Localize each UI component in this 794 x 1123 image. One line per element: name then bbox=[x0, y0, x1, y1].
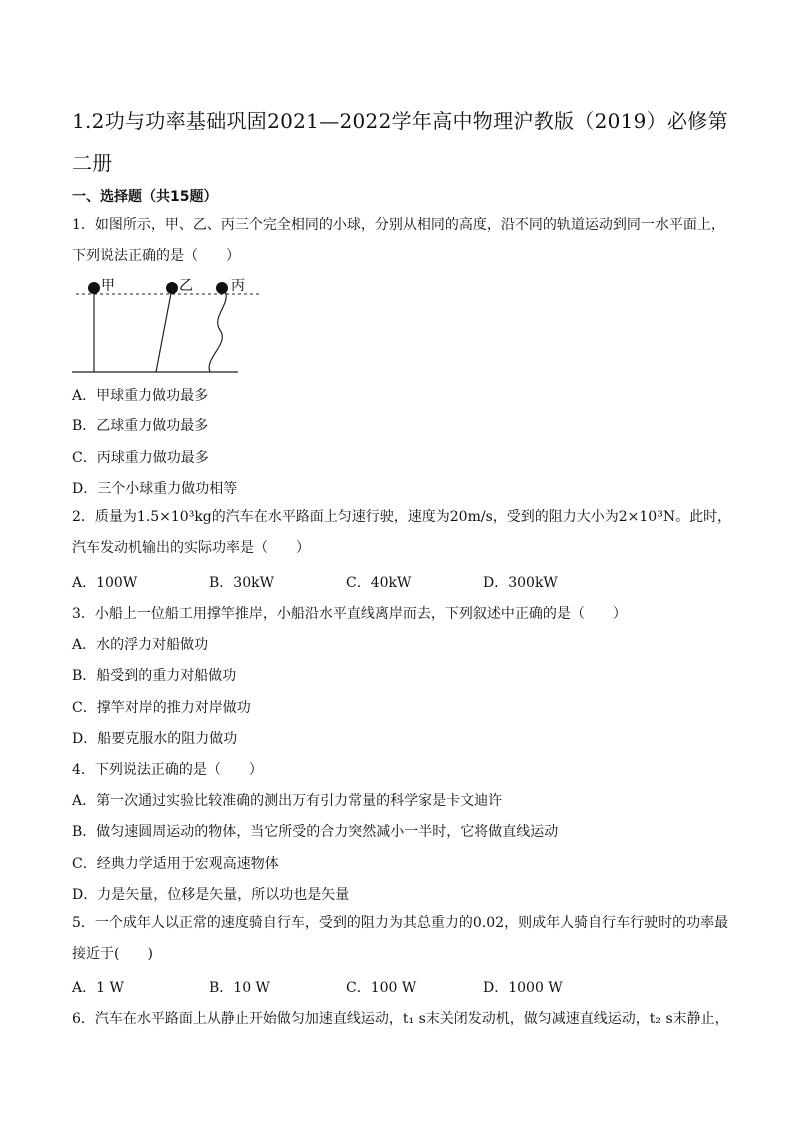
label-jia: 甲 bbox=[101, 278, 115, 294]
track-bing bbox=[209, 288, 226, 372]
q1-option-a: A．甲球重力做功最多 bbox=[72, 388, 209, 404]
document-title: 1.2功与功率基础巩固2021—2022学年高中物理沪教版（2019）必修第二册 bbox=[72, 109, 728, 175]
q4-option-d: D．力是矢量，位移是矢量，所以功也是矢量 bbox=[72, 887, 350, 903]
question-1-figure bbox=[70, 272, 270, 378]
q2-options bbox=[72, 572, 732, 592]
label-yi: 乙 bbox=[179, 278, 193, 294]
section-heading: 一、选择题（共15题） bbox=[72, 189, 218, 205]
q3-option-a: A．水的浮力对船做功 bbox=[72, 637, 209, 653]
q4-option-b: B．做匀速圆周运动的物体，当它所受的合力突然减小一半时，它将做直线运动 bbox=[72, 824, 559, 840]
q1-option-c: C．丙球重力做功最多 bbox=[72, 450, 209, 466]
q1-option-b: B．乙球重力做功最多 bbox=[72, 418, 209, 434]
question-5-stem: 5．一个成年人以正常的速度骑自行车，受到的阻力为其总重力的0.02，则成年人骑自行车行驶时的功率最接近于( ) bbox=[72, 915, 729, 962]
q2-option-d: D．300kW bbox=[483, 575, 558, 591]
q2-option-a: A．100W bbox=[72, 575, 138, 591]
q5-option-a: A．1 W bbox=[72, 980, 124, 996]
q2-option-b: B．30kW bbox=[209, 575, 274, 591]
question-3-stem: 3．小船上一位船工用撑竿推岸，小船沿水平直线离岸而去，下列叙述中正确的是（ ） bbox=[72, 606, 627, 622]
q4-option-c: C．经典力学适用于宏观高速物体 bbox=[72, 856, 279, 872]
ball-jia bbox=[88, 282, 100, 294]
q4-option-a: A．第一次通过实验比较准确的测出万有引力常量的科学家是卡文迪许 bbox=[72, 793, 503, 809]
track-yi bbox=[156, 288, 172, 372]
q3-option-c: C．撑竿对岸的推力对岸做功 bbox=[72, 700, 251, 716]
q5-option-b: B．10 W bbox=[209, 980, 270, 996]
q2-option-c: C．40kW bbox=[346, 575, 412, 591]
q3-option-d: D．船要克服水的阻力做功 bbox=[72, 731, 238, 747]
q5-option-d: D．1000 W bbox=[483, 980, 563, 996]
ball-yi bbox=[166, 282, 178, 294]
question-1-stem: 1．如图所示，甲、乙、丙三个完全相同的小球，分别从相同的高度，沿不同的轨道运动到同一水平面上，下列说法正确的是（ ） bbox=[72, 217, 725, 264]
label-bing: 丙 bbox=[231, 278, 245, 294]
question-4-stem: 4．下列说法正确的是（ ） bbox=[72, 762, 263, 778]
question-2-stem: 2．质量为1.5×10³kg的汽车在水平路面上匀速行驶，速度为20m/s，受到的阻力大小为2×10³N。此时，汽车发动机输出的实际功率是（ ） bbox=[72, 509, 732, 556]
q5-options bbox=[72, 977, 732, 997]
q1-option-d: D．三个小球重力做功相等 bbox=[72, 481, 238, 497]
q5-option-c: C．100 W bbox=[346, 980, 417, 996]
question-6-stem: 6．汽车在水平路面上从静止开始做匀加速直线运动，t₁ s末关闭发动机，做匀减速直线运动，t₂ s末静止， bbox=[72, 1011, 729, 1027]
ball-bing bbox=[216, 282, 228, 294]
q3-option-b: B．船受到的重力对船做功 bbox=[72, 668, 237, 684]
